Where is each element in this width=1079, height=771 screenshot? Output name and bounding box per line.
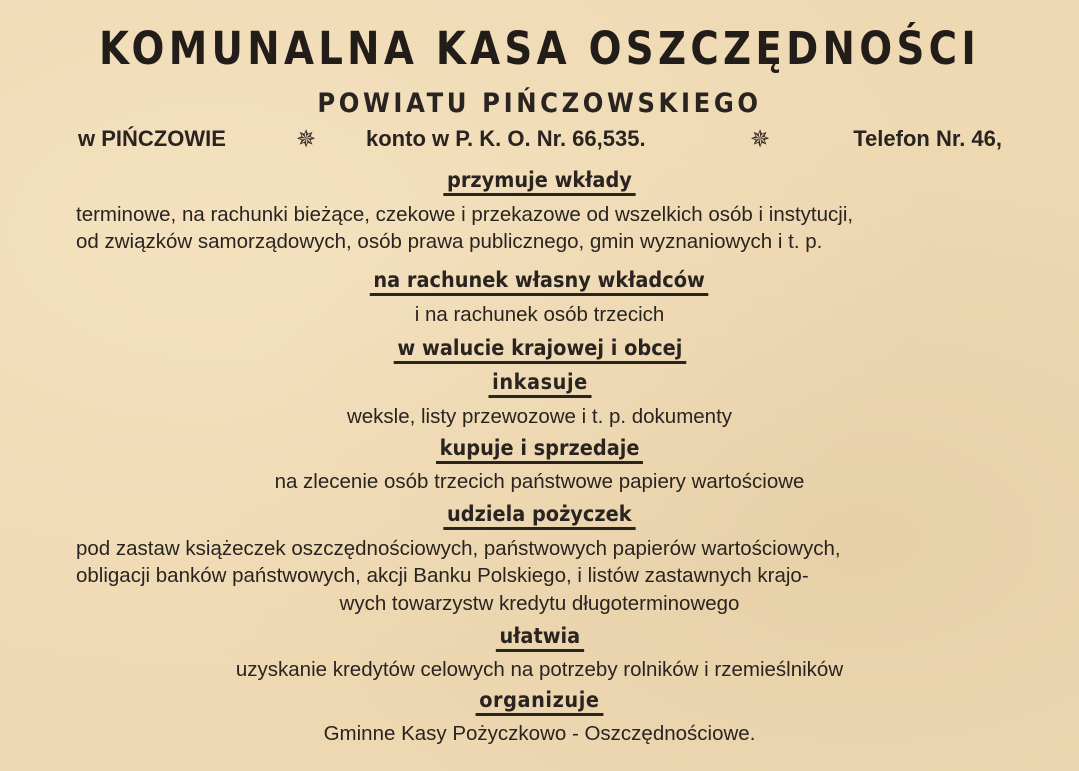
contact-info-row	[78, 126, 1002, 158]
body-line: Gminne Kasy Pożyczkowo - Oszczędnościowe.	[323, 722, 756, 745]
heading-przyjmuje-wklady: przymuje wkłady	[0, 168, 1079, 196]
heading-organizuje: organizuje	[0, 688, 1079, 716]
body-line: i na rachunek osób trzecich	[414, 303, 665, 326]
ornament-star-icon: ✵	[296, 126, 317, 153]
body-line: pod zastaw książeczek oszczędnościowych, państwowych papierów wartościowych,	[76, 537, 841, 560]
body-line: od związków samorządowych, osób prawa publicznego, gmin wyznaniowych i t. p.	[76, 230, 823, 253]
body-line: weksle, listy przewozowe i t. p. dokumenty	[346, 405, 733, 428]
account-number: konto w P. K. O. Nr. 66,535.	[366, 126, 646, 151]
heading-inkasuje: inkasuje	[0, 370, 1079, 398]
body-line: wych towarzystw kredytu długoterminowego	[339, 592, 740, 615]
body-line: uzyskanie kredytów celowych na potrzeby rolników i rzemieślników	[235, 658, 844, 681]
phone-number: Telefon Nr. 46,	[853, 126, 1002, 151]
location-text: w PIŃCZOWIE	[78, 126, 226, 151]
heading-udziela-pozyczek: udziela pożyczek	[0, 502, 1079, 530]
body-line: obligacji banków państwowych, akcji Banku Polskiego, i listów zastawnych krajo-	[76, 564, 809, 587]
heading-rachunek-wlasny: na rachunek własny wkładców	[0, 268, 1079, 296]
ornament-star-icon: ✵	[750, 126, 771, 153]
body-line: terminowe, na rachunki bieżące, czekowe i przekazowe od wszelkich osób i instytucji,	[76, 203, 854, 226]
body-line: na zlecenie osób trzecich państwowe papiery wartościowe	[274, 470, 805, 493]
heading-waluta: w walucie krajowej i obcej	[0, 336, 1079, 364]
heading-kupuje-sprzedaje: kupuje i sprzedaje	[0, 436, 1079, 464]
heading-ulatwia: ułatwia	[0, 624, 1079, 652]
bank-subtitle: POWIATU PIŃCZOWSKIEGO	[317, 88, 762, 119]
bank-title: KOMUNALNA KASA OSZCZĘDNOŚCI	[98, 22, 981, 75]
